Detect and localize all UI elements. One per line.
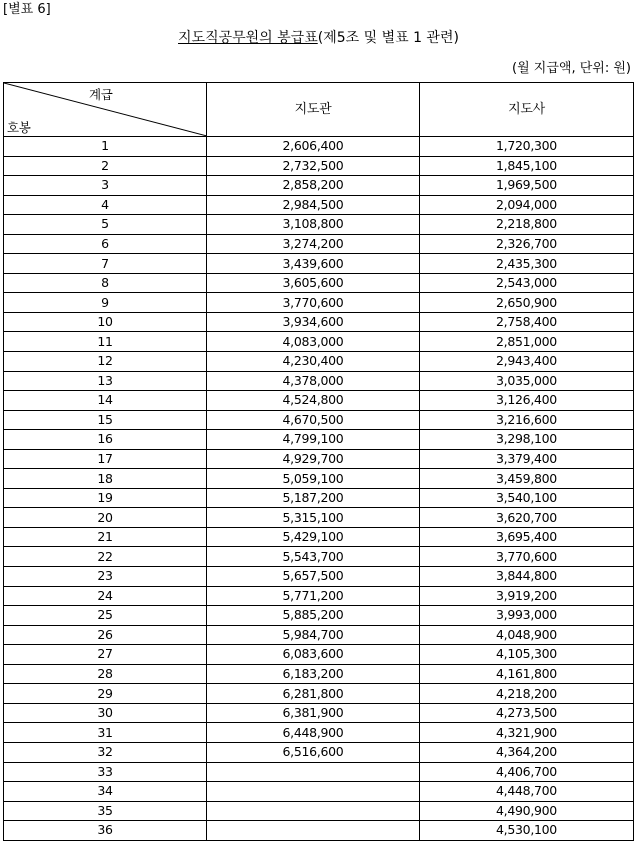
jidosa-salary-cell: 2,851,000: [420, 332, 634, 352]
jidogwan-salary-cell: 5,984,700: [207, 625, 420, 645]
attachment-label: [별표 6]: [3, 2, 51, 17]
jidosa-salary-cell: 3,695,400: [420, 527, 634, 547]
step-cell: 35: [4, 801, 207, 821]
jidogwan-salary-cell: 3,439,600: [207, 254, 420, 274]
jidosa-salary-cell: 4,321,900: [420, 723, 634, 743]
jidogwan-salary-cell: 4,670,500: [207, 410, 420, 430]
step-cell: 16: [4, 430, 207, 450]
step-cell: 13: [4, 371, 207, 391]
table-row: [4, 156, 634, 176]
jidosa-salary-cell: 3,126,400: [420, 391, 634, 411]
table-row: [4, 645, 634, 665]
jidosa-salary-cell: 2,326,700: [420, 234, 634, 254]
step-cell: 4: [4, 195, 207, 215]
header-row: [4, 83, 634, 137]
jidogwan-salary-cell: [207, 801, 420, 821]
table-row: [4, 782, 634, 802]
jidosa-salary-cell: 4,364,200: [420, 742, 634, 762]
jidogwan-salary-cell: 6,516,600: [207, 742, 420, 762]
jidosa-salary-cell: 4,273,500: [420, 703, 634, 723]
jidosa-salary-cell: 3,035,000: [420, 371, 634, 391]
step-cell: 1: [4, 137, 207, 157]
jidogwan-salary-cell: 3,108,800: [207, 215, 420, 235]
step-cell: 30: [4, 703, 207, 723]
corner-grade-label: 계급: [89, 87, 113, 102]
jidogwan-salary-cell: 2,858,200: [207, 176, 420, 196]
step-cell: 19: [4, 488, 207, 508]
step-cell: 31: [4, 723, 207, 743]
step-cell: 27: [4, 645, 207, 665]
step-cell: 14: [4, 391, 207, 411]
jidosa-salary-cell: 4,448,700: [420, 782, 634, 802]
jidosa-salary-cell: 3,379,400: [420, 449, 634, 469]
jidosa-salary-cell: 3,620,700: [420, 508, 634, 528]
step-cell: 15: [4, 410, 207, 430]
jidogwan-salary-cell: [207, 762, 420, 782]
step-cell: 6: [4, 234, 207, 254]
jidosa-salary-cell: 3,459,800: [420, 469, 634, 489]
table-row: [4, 312, 634, 332]
jidogwan-salary-cell: 5,315,100: [207, 508, 420, 528]
corner-header-cell: [4, 83, 207, 137]
step-cell: 3: [4, 176, 207, 196]
jidosa-salary-cell: 3,844,800: [420, 567, 634, 587]
table-row: [4, 449, 634, 469]
table-row: [4, 527, 634, 547]
table-row: [4, 567, 634, 587]
jidogwan-salary-cell: 5,429,100: [207, 527, 420, 547]
jidosa-salary-cell: 3,298,100: [420, 430, 634, 450]
jidogwan-salary-cell: 5,059,100: [207, 469, 420, 489]
step-cell: 32: [4, 742, 207, 762]
jidosa-salary-cell: 3,540,100: [420, 488, 634, 508]
step-cell: 25: [4, 606, 207, 626]
table-row: [4, 273, 634, 293]
jidosa-salary-cell: 3,216,600: [420, 410, 634, 430]
jidosa-salary-cell: 4,218,200: [420, 684, 634, 704]
table-row: [4, 332, 634, 352]
table-row: [4, 352, 634, 372]
title-main: 지도직공무원의 봉급표: [178, 30, 318, 46]
table-row: [4, 762, 634, 782]
column-header-jidogwan: 지도관: [207, 83, 420, 137]
jidosa-salary-cell: 2,758,400: [420, 312, 634, 332]
table-row: [4, 801, 634, 821]
jidosa-salary-cell: 1,969,500: [420, 176, 634, 196]
jidosa-salary-cell: 4,530,100: [420, 821, 634, 841]
jidosa-salary-cell: 4,161,800: [420, 664, 634, 684]
jidogwan-salary-cell: 3,605,600: [207, 273, 420, 293]
step-cell: 22: [4, 547, 207, 567]
step-cell: 2: [4, 156, 207, 176]
title-suffix: (제5조 및 별표 1 관련): [317, 30, 459, 46]
jidosa-salary-cell: 2,650,900: [420, 293, 634, 313]
jidosa-salary-cell: 3,770,600: [420, 547, 634, 567]
jidogwan-salary-cell: 6,448,900: [207, 723, 420, 743]
step-cell: 29: [4, 684, 207, 704]
jidogwan-salary-cell: 4,799,100: [207, 430, 420, 450]
jidogwan-salary-cell: 2,732,500: [207, 156, 420, 176]
jidosa-salary-cell: 4,048,900: [420, 625, 634, 645]
jidogwan-salary-cell: 3,770,600: [207, 293, 420, 313]
page-title: [0, 29, 637, 47]
step-cell: 9: [4, 293, 207, 313]
step-cell: 33: [4, 762, 207, 782]
jidosa-salary-cell: 4,490,900: [420, 801, 634, 821]
step-cell: 24: [4, 586, 207, 606]
step-cell: 11: [4, 332, 207, 352]
step-cell: 7: [4, 254, 207, 274]
jidogwan-salary-cell: 6,083,600: [207, 645, 420, 665]
jidogwan-salary-cell: 4,378,000: [207, 371, 420, 391]
jidogwan-salary-cell: 4,230,400: [207, 352, 420, 372]
jidogwan-salary-cell: 5,187,200: [207, 488, 420, 508]
jidogwan-salary-cell: [207, 821, 420, 841]
step-cell: 10: [4, 312, 207, 332]
step-cell: 17: [4, 449, 207, 469]
jidosa-salary-cell: 1,845,100: [420, 156, 634, 176]
jidogwan-salary-cell: [207, 782, 420, 802]
table-row: [4, 508, 634, 528]
step-cell: 34: [4, 782, 207, 802]
table-row: [4, 254, 634, 274]
jidosa-salary-cell: 2,435,300: [420, 254, 634, 274]
table-row: [4, 215, 634, 235]
salary-table-body: [4, 83, 634, 841]
step-cell: 12: [4, 352, 207, 372]
jidosa-salary-cell: 2,943,400: [420, 352, 634, 372]
step-cell: 36: [4, 821, 207, 841]
column-header-jidosa: 지도사: [420, 83, 634, 137]
table-row: [4, 625, 634, 645]
jidosa-salary-cell: 4,406,700: [420, 762, 634, 782]
table-row: [4, 723, 634, 743]
jidosa-salary-cell: 2,218,800: [420, 215, 634, 235]
step-cell: 21: [4, 527, 207, 547]
jidogwan-salary-cell: 3,274,200: [207, 234, 420, 254]
table-row: [4, 606, 634, 626]
jidogwan-salary-cell: 4,524,800: [207, 391, 420, 411]
table-row: [4, 664, 634, 684]
jidogwan-salary-cell: 6,381,900: [207, 703, 420, 723]
table-row: [4, 703, 634, 723]
table-row: [4, 742, 634, 762]
table-row: [4, 586, 634, 606]
corner-step-label: 호봉: [7, 120, 31, 135]
jidogwan-salary-cell: 2,984,500: [207, 195, 420, 215]
step-cell: 20: [4, 508, 207, 528]
step-cell: 26: [4, 625, 207, 645]
step-cell: 28: [4, 664, 207, 684]
step-cell: 5: [4, 215, 207, 235]
table-row: [4, 195, 634, 215]
salary-table: [3, 82, 634, 841]
jidosa-salary-cell: 4,105,300: [420, 645, 634, 665]
jidogwan-salary-cell: 6,183,200: [207, 664, 420, 684]
step-cell: 8: [4, 273, 207, 293]
jidogwan-salary-cell: 5,771,200: [207, 586, 420, 606]
jidogwan-salary-cell: 6,281,800: [207, 684, 420, 704]
unit-note: (월 지급액, 단위: 원): [512, 61, 631, 76]
jidogwan-salary-cell: 3,934,600: [207, 312, 420, 332]
jidogwan-salary-cell: 5,543,700: [207, 547, 420, 567]
jidosa-salary-cell: 2,094,000: [420, 195, 634, 215]
table-row: [4, 547, 634, 567]
table-row: [4, 293, 634, 313]
jidogwan-salary-cell: 5,657,500: [207, 567, 420, 587]
table-row: [4, 469, 634, 489]
table-row: [4, 684, 634, 704]
table-row: [4, 430, 634, 450]
jidosa-salary-cell: 3,993,000: [420, 606, 634, 626]
table-row: [4, 410, 634, 430]
table-row: [4, 391, 634, 411]
jidosa-salary-cell: 1,720,300: [420, 137, 634, 157]
jidogwan-salary-cell: 2,606,400: [207, 137, 420, 157]
table-row: [4, 176, 634, 196]
table-row: [4, 137, 634, 157]
table-row: [4, 821, 634, 841]
table-row: [4, 488, 634, 508]
step-cell: 18: [4, 469, 207, 489]
step-cell: 23: [4, 567, 207, 587]
jidogwan-salary-cell: 4,083,000: [207, 332, 420, 352]
jidogwan-salary-cell: 4,929,700: [207, 449, 420, 469]
jidosa-salary-cell: 2,543,000: [420, 273, 634, 293]
jidosa-salary-cell: 3,919,200: [420, 586, 634, 606]
table-row: [4, 371, 634, 391]
jidogwan-salary-cell: 5,885,200: [207, 606, 420, 626]
table-row: [4, 234, 634, 254]
